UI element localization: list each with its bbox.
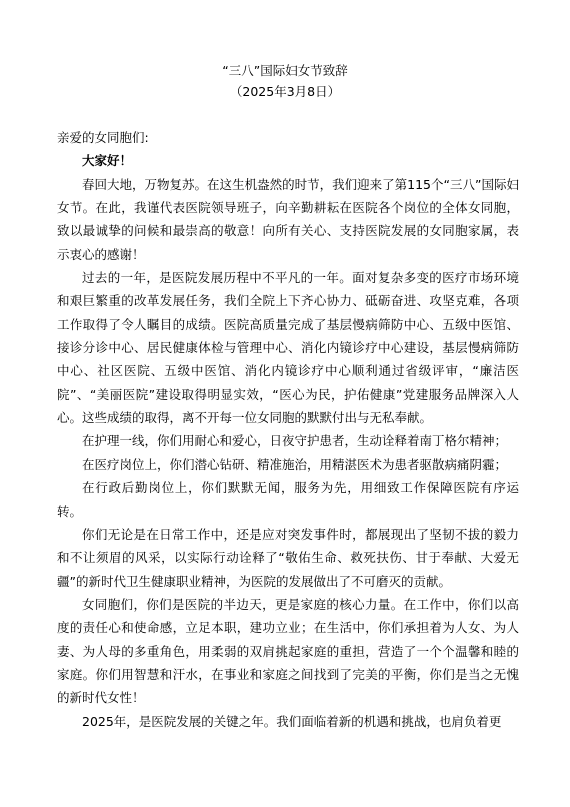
document-date: （2025年3月8日） xyxy=(229,84,341,99)
paragraph: 在护理一线，你们用耐心和爱心，日夜守护患者，生动诠释着南丁格尔精神； xyxy=(82,433,508,449)
paragraph: 你们无论是在日常工作中，还是应对突发事件时，都展现出了坚韧不拔的毅力和不让须眉的风采，以实际行动诠释了“敬佑生命、救死扶伤、甘于奉献、大爱无疆”的新时代卫生健康职业精神，为医院的发展做出了不可磨灭的贡献。 xyxy=(57,526,519,589)
document-title: “三八”国际妇女节致辞 xyxy=(222,63,348,78)
salutation: 亲爱的女同胞们: xyxy=(57,130,149,145)
paragraph: 春回大地，万物复苏。在这生机盎然的时节，我们迎来了第115个“三八”国际妇女节。在此，我谨代表医院领导班子，向辛勤耕耘在医院各个岗位的全体女同胞，致以最诚挚的问候和最崇高的敬意！向所有关心、支持医院发展的女同胞家属，表示衷心的感谢！ xyxy=(57,176,519,262)
paragraph: 2025年，是医院发展的关键之年。我们面临着新的机遇和挑战，也肩负着更 xyxy=(82,713,502,729)
paragraph: 在行政后勤岗位上，你们默默无闻，服务为先，用细致工作保障医院有序运转。 xyxy=(57,480,519,519)
paragraph: 过去的一年，是医院发展历程中不平凡的一年。面对复杂多变的医疗市场环境和艰巨繁重的改革发展任务，我们全院上下齐心协力、砥砺奋进、攻坚克难，各项工作取得了令人瞩目的成绩。医院高质量完成了基层慢病筛防中心、五级中医馆、接诊分诊中心、居民健康体检与管理中心、消化内镜诊疗中心建设，基层慢病筛防中心、社区医院、五级中医馆、消化内镜诊疗中心顺利通过省级评审，“廉洁医院”、“美丽医院”建设取得明显实效，“医心为民，护佑健康”党建服务品牌深入人心。这些成绩的取得，离不开每一位女同胞的默默付出与无私奉献。 xyxy=(57,270,519,426)
document-body xyxy=(57,126,519,733)
paragraph: 在医疗岗位上，你们潜心钻研、精准施治，用精湛医术为患者驱散病痛阴霾； xyxy=(82,456,508,472)
greeting: 大家好！ xyxy=(82,153,133,169)
paragraph: 女同胞们，你们是医院的半边天，更是家庭的核心力量。在工作中，你们以高度的责任心和使命感，立足本职，建功立业；在生活中，你们承担着为人女、为人妻、为人母的多重角色，用柔弱的双肩挑起家庭的重担，营造了一个个温馨和睦的家庭。你们用智慧和汗水，在事业和家庭之间找到了完美的平衡，你们是当之无愧的新时代女性！ xyxy=(57,596,519,706)
